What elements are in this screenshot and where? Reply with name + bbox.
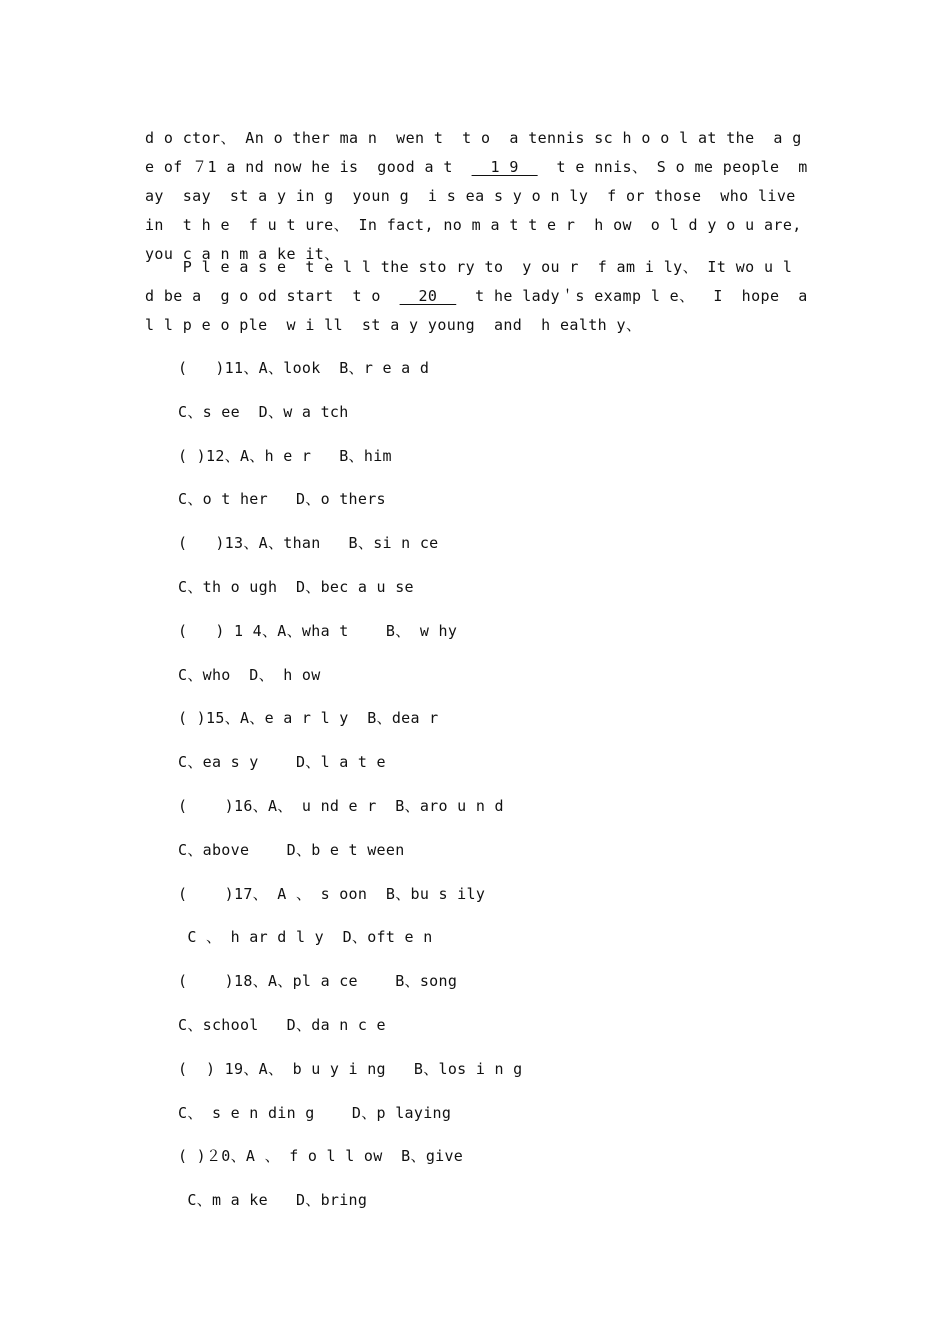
question-20-line-2: C、m a ke D、bring <box>178 1191 368 1210</box>
question-18-line-1: ( )18、A、pl a ce B、song <box>178 972 458 991</box>
question-14-line-2: C、who D、 h ow <box>178 665 321 684</box>
question-13-line-1: ( )13、A、than B、si n ce <box>178 534 439 553</box>
question-15-line-1: ( )15、A、e a r l y B、dea r <box>178 709 439 728</box>
question-15-line-2: C、ea s y D、l a t e <box>178 753 386 772</box>
question-16-line-1: ( )16、A、 u nd e r B、aro u n d <box>178 796 504 815</box>
question-12-line-1: ( )12、A、h e r B、him <box>178 446 392 465</box>
question-19-line-2: C、 s e n din g D、p laying <box>178 1103 452 1122</box>
answer-blank-20: __20__ <box>399 287 457 305</box>
question-16-line-2: C、above D、b e t ween <box>178 840 405 859</box>
question-20-line-1: ( )２0、A 、 f o l l ow B、give <box>178 1147 464 1166</box>
question-12-line-2: C、o t her D、o thers <box>178 490 386 509</box>
question-19-line-1: ( ) 19、A、 b u y i ng B、los i n g <box>178 1059 523 1078</box>
answer-blank-19: __1 9__ <box>471 158 538 176</box>
question-list <box>178 354 522 1230</box>
question-11-line-2: C、s ee D、w a tch <box>178 402 349 421</box>
question-17-line-2: C 、 h ar d l y D、oft e n <box>178 928 433 947</box>
question-17-line-1: ( )17、 A 、 s oon B、bu s ily <box>178 884 486 903</box>
passage-text: P l e a s e t e l l the sto ry to y ou r f am i ly、 It wo u l d be a g o od start t o <box>145 258 802 305</box>
passage-text: d o ctor、 An o ther ma n wen t t o a tennis sc h o o l at the a ge of ７1 a nd now he is good a t <box>145 129 802 176</box>
passage-paragraph-2 <box>145 253 810 340</box>
question-11-line-1: ( )11、A、look B、r e a d <box>178 359 430 377</box>
question-14-line-1: ( ) 1 4、A、wha t B、 w hy <box>178 621 458 640</box>
question-13-line-2: C、th o ugh D、bec a u se <box>178 577 414 596</box>
passage-paragraph-1 <box>145 124 810 269</box>
question-18-line-2: C、school D、da n c e <box>178 1015 386 1034</box>
passage-text: t he lady＇s examp l e、 I hope al l p e o ple w i ll st a y young and h ealth y、 <box>145 287 808 334</box>
passage-text: t e nnis、 S o me people may say st a y in g youn g i s ea s y o n ly f or those who live in t h e f u t ure、 In fact, no m a t t e r h ow o l d y o u are, you c a n m a ke it、 <box>145 158 812 263</box>
